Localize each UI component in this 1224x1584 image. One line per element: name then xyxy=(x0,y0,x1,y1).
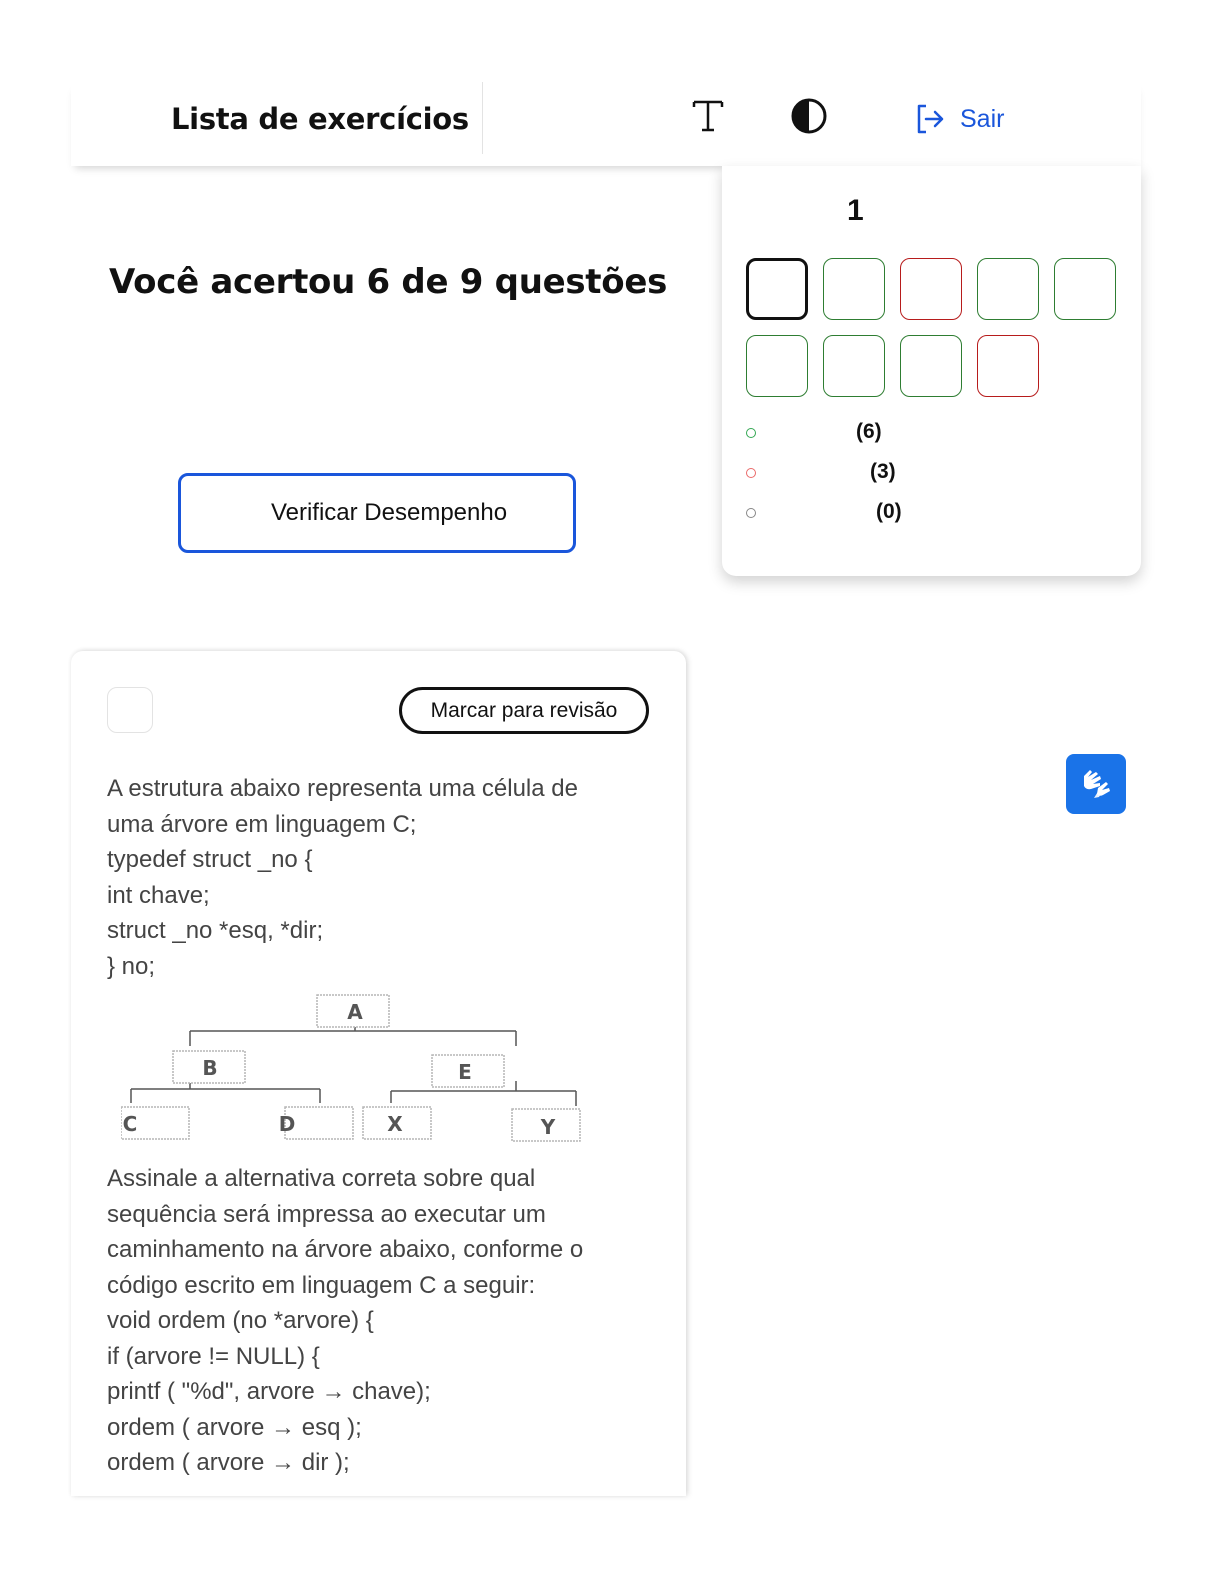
question-intro xyxy=(107,771,578,984)
current-question-number: 1 xyxy=(847,194,864,227)
contrast-button[interactable] xyxy=(789,96,829,136)
question-navigator xyxy=(722,166,1141,576)
question-text-line: sequência será impressa ao executar um xyxy=(107,1200,546,1228)
question-text-line: typedef struct _no { xyxy=(107,846,313,873)
tree-node-label: E xyxy=(458,1060,472,1084)
question-nav-cell[interactable] xyxy=(977,258,1039,320)
result-title: Você acertou 6 de 9 questões xyxy=(109,262,668,302)
question-text-line: if (arvore != NULL) { xyxy=(107,1342,320,1370)
page-title: Lista de exercícios xyxy=(171,102,469,136)
question-nav-cell[interactable] xyxy=(900,335,962,397)
logout-icon xyxy=(914,103,946,135)
logout-label: Sair xyxy=(960,104,1005,133)
question-text-line: ordem ( arvore → esq ); xyxy=(107,1413,362,1441)
tree-diagram xyxy=(121,991,621,1151)
question-text-line: Assinale a alternativa correta sobre qual xyxy=(107,1165,536,1192)
question-text-line: uma árvore em linguagem C; xyxy=(107,810,417,838)
legend-count: (6) xyxy=(856,420,882,443)
tree-node-label: X xyxy=(387,1112,403,1136)
legend-count: (3) xyxy=(870,460,896,483)
contrast-icon xyxy=(789,96,829,136)
sign-language-icon xyxy=(1076,764,1116,804)
question-nav-cell[interactable] xyxy=(900,258,962,320)
question-body xyxy=(107,1161,583,1481)
header-divider xyxy=(482,82,483,154)
question-text-line: ordem ( arvore → dir ); xyxy=(107,1449,350,1476)
question-nav-cell[interactable] xyxy=(746,258,808,320)
question-text-line: printf ( "%d", arvore → chave); xyxy=(107,1378,431,1405)
question-text-line: } no; xyxy=(107,952,156,980)
question-text-line: caminhamento na árvore abaixo, conforme o xyxy=(107,1236,584,1263)
tree-node-label: C xyxy=(122,1112,138,1136)
question-nav-cell[interactable] xyxy=(977,335,1039,397)
font-size-button[interactable] xyxy=(691,96,725,136)
libras-widget-button[interactable] xyxy=(1066,754,1126,814)
top-header xyxy=(71,82,1141,166)
legend-count: (0) xyxy=(876,500,902,523)
question-nav-cell[interactable] xyxy=(1054,258,1116,320)
tree-node-label: A xyxy=(347,1000,363,1024)
tree-node-label: B xyxy=(202,1056,218,1080)
question-card xyxy=(71,651,686,1496)
question-grid xyxy=(746,258,1116,397)
legend-dot xyxy=(746,428,756,438)
mark-for-review-button[interactable]: Marcar para revisão xyxy=(399,687,649,734)
tree-node-label: Y xyxy=(540,1115,556,1139)
logout-button[interactable] xyxy=(914,102,1004,136)
question-text-line: int chave; xyxy=(107,881,210,909)
text-size-icon xyxy=(691,96,725,136)
question-text-line: A estrutura abaixo representa uma célula de xyxy=(107,775,578,802)
legend-dot xyxy=(746,508,756,518)
question-nav-cell[interactable] xyxy=(746,335,808,397)
question-text-line: código escrito em linguagem C a seguir: xyxy=(107,1271,536,1299)
verify-performance-button[interactable]: Verificar Desempenho xyxy=(178,473,576,553)
question-text-line: void ordem (no *arvore) { xyxy=(107,1307,374,1334)
question-nav-cell[interactable] xyxy=(823,258,885,320)
legend-dot xyxy=(746,468,756,478)
tree-node-label: D xyxy=(278,1112,296,1136)
question-checkbox[interactable] xyxy=(107,687,153,733)
question-nav-cell[interactable] xyxy=(823,335,885,397)
question-text-line: struct _no *esq, *dir; xyxy=(107,917,324,944)
